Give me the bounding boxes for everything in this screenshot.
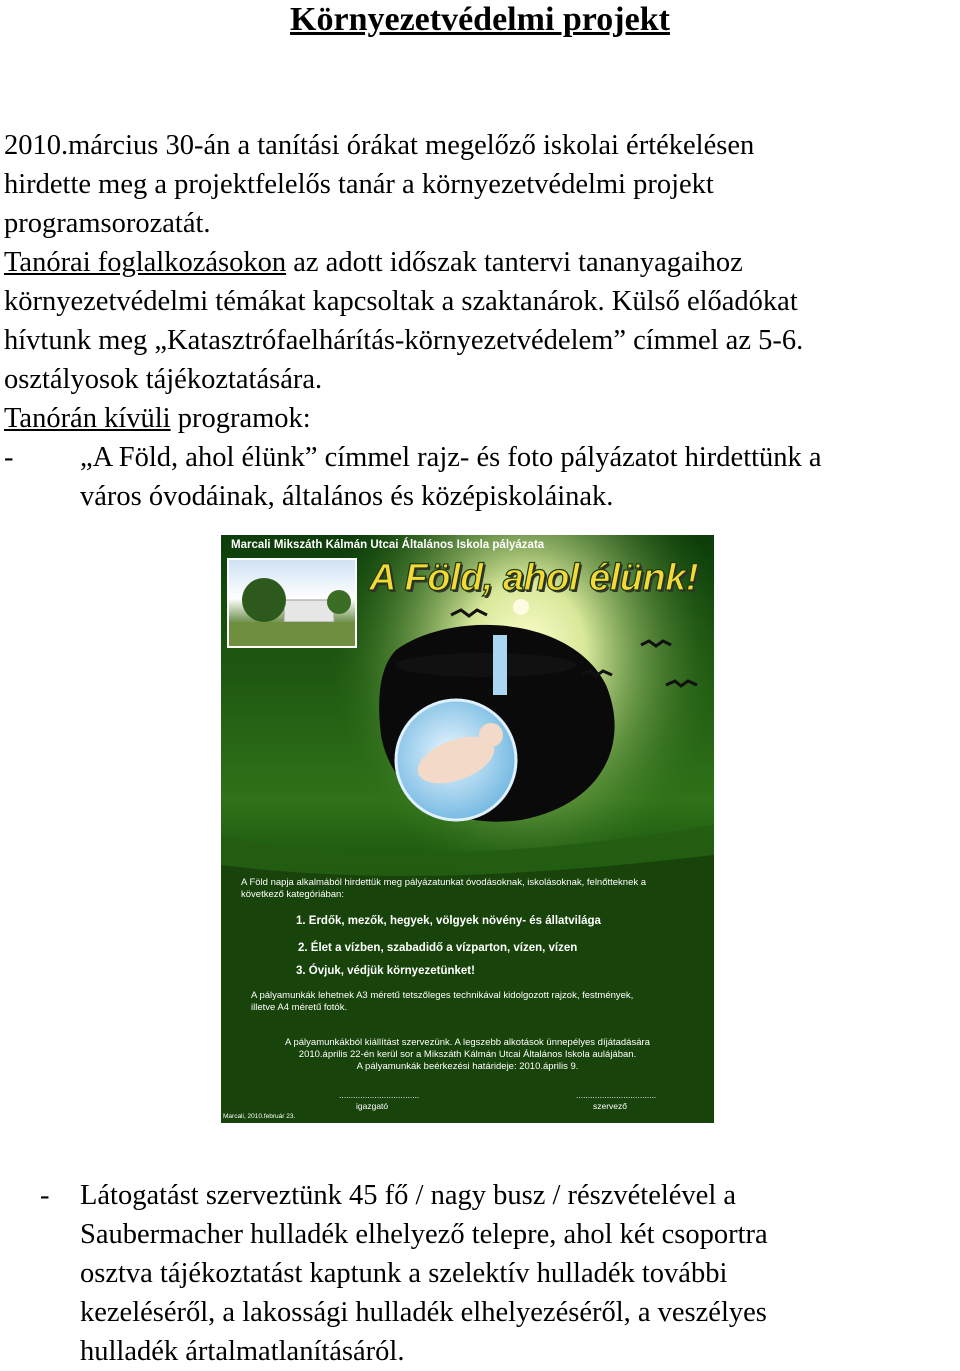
poster-intro-line: A Föld napja alkalmából hirdettük meg pályázatunkat óvodásoknak, iskolásoknak, felnőtteknek a: [241, 877, 647, 888]
signature-director: igazgató: [356, 1101, 389, 1111]
poster-format-line: illetve A4 méretű fotók.: [251, 1002, 348, 1013]
text-line: [4, 399, 956, 438]
text-line: programsorozatát.: [4, 208, 211, 239]
text-line: környezetvédelmi témákat kapcsoltak a szaktanárok. Külső előadókat: [4, 286, 798, 317]
text-span: az adott időszak tantervi tananyagaihoz: [286, 247, 743, 278]
bullet-dash: -: [40, 1180, 50, 1211]
text-line: „A Föld, ahol élünk” címmel rajz- és foto pályázatot hirdettünk a: [80, 442, 822, 473]
poster-headline: A Föld, ahol élünk!: [369, 557, 698, 599]
poster-category-1: 1. Erdők, mezők, hegyek, völgyek növény- és állatvilága: [296, 915, 601, 927]
text-line: Saubermacher hulladék elhelyező telepre, ahol két csoportra: [80, 1219, 768, 1250]
text-line: [4, 243, 956, 282]
text-line: város óvodáinak, általános és középiskoláinak.: [80, 481, 614, 512]
poster-place-date: Marcali, 2010.február 23.: [223, 1113, 296, 1120]
text-span: programok:: [170, 403, 311, 434]
contest-poster: [221, 535, 714, 1123]
school-photo: [227, 558, 357, 648]
poster-category-3: 3. Óvjuk, védjük környezetünket!: [296, 965, 475, 977]
page-title: Környezetvédelmi projekt: [290, 1, 670, 38]
poster-exhibition-line: A pályamunkák beérkezési határideje: 2010.április 9.: [356, 1061, 579, 1072]
tanoran-kivuli-heading: Tanórán kívüli: [4, 403, 171, 434]
tanorai-heading: Tanórai foglalkozásokon: [4, 247, 287, 278]
intro-paragraph: [4, 126, 956, 438]
signature-dots-left: ..................................: [339, 1090, 420, 1100]
signature-dots-right: ..................................: [576, 1090, 657, 1100]
poster-format: [251, 990, 711, 1014]
text-line: 2010.március 30-án a tanítási órákat megelőző iskolai értékelésen: [4, 130, 755, 161]
poster-header: Marcali Mikszáth Kálmán Utcai Általános Iskola pályázata: [231, 539, 545, 551]
text-line: osztva tájékoztatást kaptunk a szelektív hulladék további: [80, 1258, 728, 1289]
poster-format-line: A pályamunkák lehetnek A3 méretű tetszőleges technikával kidolgozott rajzok, festmények,: [251, 990, 634, 1001]
text-line: hulladék ártalmatlanításáról.: [80, 1336, 405, 1367]
bullet-dash: -: [4, 442, 14, 473]
text-line: osztályosok tájékoztatására.: [4, 364, 323, 395]
poster-category-2: 2. Élet a vízben, szabadidő a vízparton, vízen, vízen: [298, 942, 578, 954]
text-line: hívtunk meg „Katasztrófaelhárítás-környezetvédelem” címmel az 5-6.: [4, 325, 804, 356]
poster-exhibition-line: 2010.április 22-én kerül sor a Mikszáth Kálmán Utcai Általános Iskola aulájában.: [298, 1049, 637, 1060]
text-line: Látogatást szerveztünk 45 fő / nagy busz / részvételével a: [80, 1180, 737, 1211]
text-line: hirdette meg a projektfelelős tanár a környezetvédelmi projekt: [4, 169, 714, 200]
text-line: kezeléséről, a lakossági hulladék elhelyezéséről, a veszélyes: [80, 1297, 767, 1328]
signature-organizer: szervező: [593, 1101, 628, 1111]
poster-intro-line: következő kategóriában:: [241, 889, 344, 900]
poster-exhibition-line: A pályamunkákból kiállítást szervezünk. A legszebb alkotások ünnepélyes díjátadására: [285, 1037, 650, 1048]
poster-intro: [241, 877, 711, 901]
poster-exhibition: [221, 1037, 714, 1073]
